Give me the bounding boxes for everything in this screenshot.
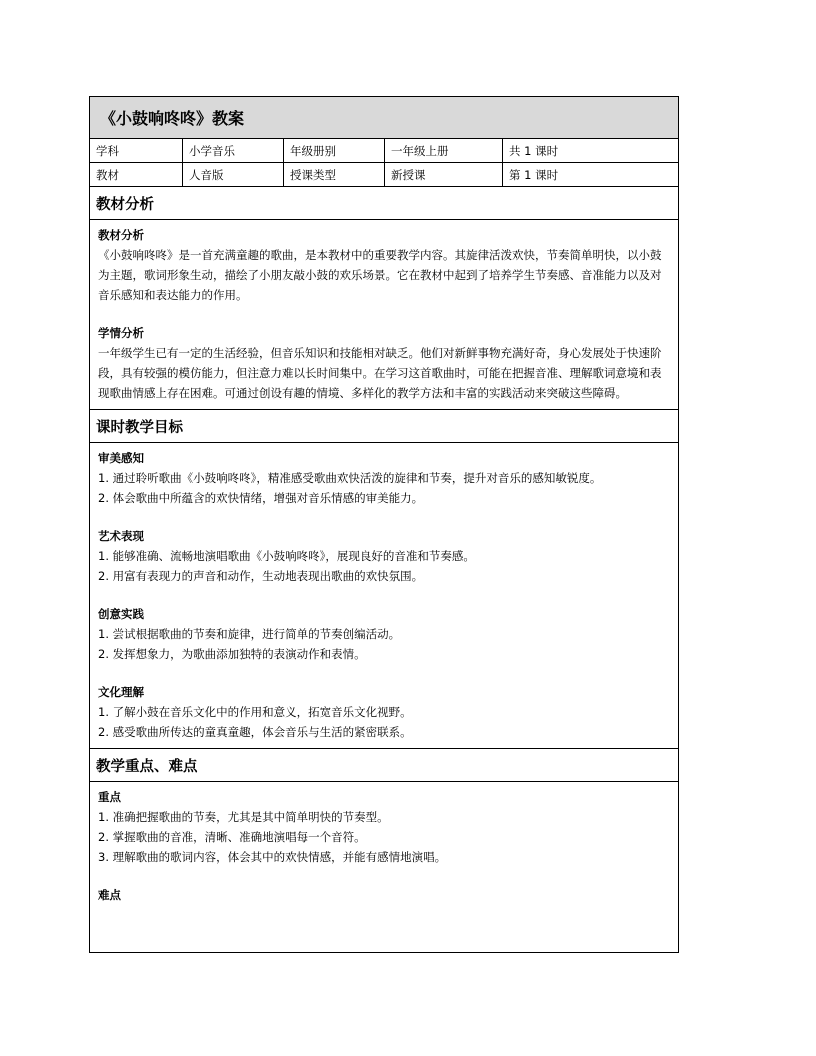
info-value-subject: 小学音乐 <box>183 139 284 162</box>
paragraph: 一年级学生已有一定的生活经验，但音乐知识和技能相对缺乏。他们对新鲜事物充满好奇，身心发展处于快速阶段，具有较强的模仿能力，但注意力难以长时间集中。在学习这首歌曲时，可能在把握音准、理解歌词意境和表现歌曲情感上存在困难。可通过创设有趣的情境、多样化的教学方法和丰富的实践活动来突破这些障碍。 <box>98 346 662 400</box>
subsection-title: 创意实践 <box>98 607 144 621</box>
section-heading-objectives: 课时教学目标 <box>90 410 678 443</box>
info-value-grade: 一年级上册 <box>385 139 503 162</box>
document-title: 《小鼓响咚咚》教案 <box>90 97 678 139</box>
list-item: 1. 通过聆听歌曲《小鼓响咚咚》，精准感受歌曲欢快活泼的旋律和节奏，提升对音乐的感知敏锐度。 <box>98 471 602 485</box>
info-row-2 <box>90 163 678 187</box>
subsection-title: 教材分析 <box>98 228 144 242</box>
info-value-textbook: 人音版 <box>183 163 284 186</box>
lesson-plan-document <box>89 96 679 953</box>
info-label-lesson-type: 授课类型 <box>284 163 385 186</box>
info-value-lesson-type: 新授课 <box>385 163 503 186</box>
section-heading-material-analysis: 教材分析 <box>90 187 678 220</box>
subsection-title: 审美感知 <box>98 451 144 465</box>
subsection-title: 艺术表现 <box>98 529 144 543</box>
paragraph: 《小鼓响咚咚》是一首充满童趣的歌曲，是本教材中的重要教学内容。其旋律活泼欢快，节奏简单明快，以小鼓为主题，歌词形象生动，描绘了小朋友敲小鼓的欢乐场景。它在教材中起到了培养学生节奏感、音准能力以及对音乐感知和表达能力的作用。 <box>98 248 662 302</box>
info-label-subject: 学科 <box>90 139 183 162</box>
list-item: 2. 用富有表现力的声音和动作，生动地表现出歌曲的欢快氛围。 <box>98 569 424 583</box>
section-body-objectives <box>90 443 678 749</box>
info-current-period: 第 1 课时 <box>509 167 559 182</box>
list-item: 1. 准确把握歌曲的节奏，尤其是其中简单明快的节奏型。 <box>98 810 389 824</box>
info-label-grade: 年级册别 <box>284 139 385 162</box>
list-item: 1. 能够准确、流畅地演唱歌曲《小鼓响咚咚》，展现良好的音准和节奏感。 <box>98 549 475 563</box>
info-row-1 <box>90 139 678 163</box>
subsection-title: 重点 <box>98 790 121 804</box>
subsection-title: 学情分析 <box>98 326 144 340</box>
info-label-textbook: 教材 <box>90 163 183 186</box>
list-item: 2. 感受歌曲所传达的童真童趣，体会音乐与生活的紧密联系。 <box>98 725 412 739</box>
section-body-material-analysis <box>90 220 678 410</box>
list-item: 1. 了解小鼓在音乐文化中的作用和意义，拓宽音乐文化视野。 <box>98 705 412 719</box>
list-item: 2. 掌握歌曲的音准，清晰、准确地演唱每一个音符。 <box>98 830 366 844</box>
section-body-key-points <box>90 782 678 911</box>
list-item: 2. 体会歌曲中所蕴含的欢快情绪，增强对音乐情感的审美能力。 <box>98 491 424 505</box>
subsection-title: 难点 <box>98 888 121 902</box>
section-heading-key-points: 教学重点、难点 <box>90 749 678 782</box>
info-total-periods: 共 1 课时 <box>509 143 559 158</box>
list-item: 3. 理解歌曲的歌词内容，体会其中的欢快情感，并能有感情地演唱。 <box>98 850 447 864</box>
list-item: 2. 发挥想象力，为歌曲添加独特的表演动作和表情。 <box>98 647 366 661</box>
list-item: 1. 尝试根据歌曲的节奏和旋律，进行简单的节奏创编活动。 <box>98 627 401 641</box>
subsection-title: 文化理解 <box>98 685 144 699</box>
